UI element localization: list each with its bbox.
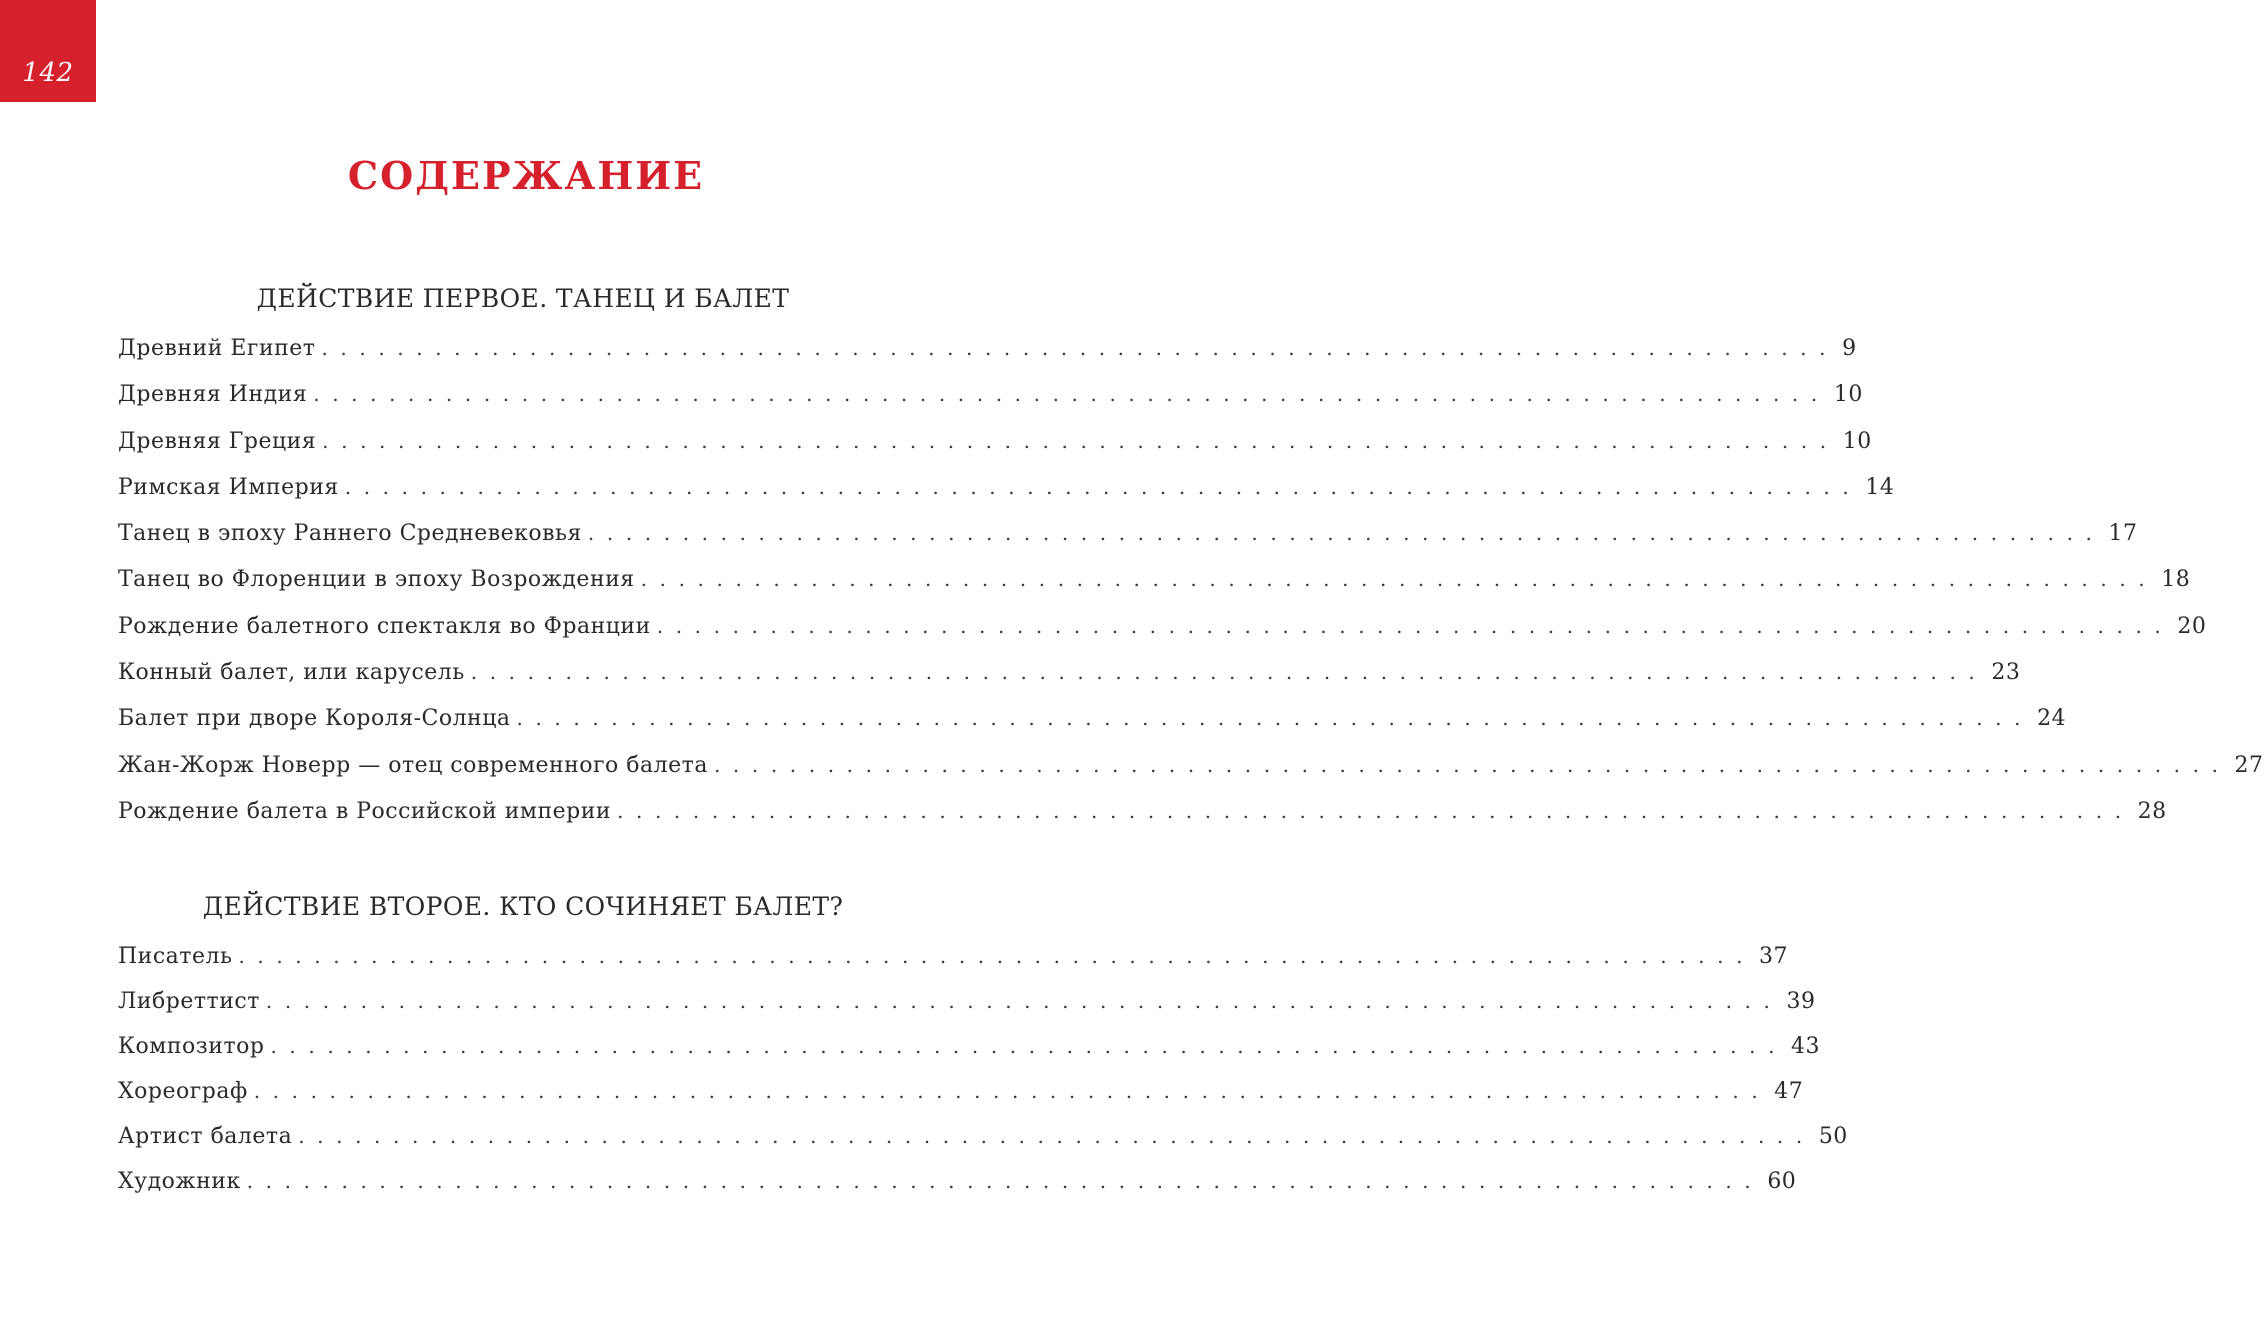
toc-entry[interactable] xyxy=(118,706,2067,752)
toc-entry-label: Художник xyxy=(118,1169,241,1194)
toc-entry-page: 10 xyxy=(1842,428,1872,454)
toc-entry-page: 28 xyxy=(2137,798,2167,824)
toc-entry-page: 60 xyxy=(1767,1169,1797,1194)
toc-entry[interactable] xyxy=(118,336,1857,382)
toc-entry[interactable] xyxy=(118,428,1872,475)
toc-entry-label: Писатель xyxy=(118,944,233,969)
toc-entry[interactable] xyxy=(118,1169,1797,1214)
page-number-badge xyxy=(0,0,96,102)
toc-entry[interactable] xyxy=(118,1034,1821,1079)
section-heading-1: ДЕЙСТВИЕ ПЕРВОЕ. ТАНЕЦ И БАЛЕТ xyxy=(256,284,790,313)
toc-leader-dots: ................................................................................ xyxy=(270,1034,1788,1058)
toc-entry-page: 27 xyxy=(2234,752,2264,778)
toc-entry[interactable] xyxy=(118,382,1863,428)
toc-leader-dots: ................................................................................ xyxy=(238,944,1756,968)
toc-entry[interactable] xyxy=(118,567,2191,613)
toc-leader-dots: ................................................................................ xyxy=(265,989,1783,1013)
toc-leader-dots: ................................................................................ xyxy=(656,613,2174,638)
toc-list-1 xyxy=(118,336,2264,845)
toc-entry-label: Либреттист xyxy=(118,989,260,1014)
toc-entry-label: Древний Египет xyxy=(118,336,316,361)
toc-entry-label: Древняя Индия xyxy=(118,382,308,408)
toc-list-2 xyxy=(118,944,1848,1214)
toc-entry-label: Композитор xyxy=(118,1034,265,1059)
toc-leader-dots: ................................................................................ xyxy=(321,336,1839,360)
toc-leader-dots: ................................................................................ xyxy=(344,474,1862,499)
toc-entry-label: Хореограф xyxy=(118,1079,248,1104)
toc-leader-dots: ................................................................................ xyxy=(253,1079,1771,1103)
toc-entry[interactable] xyxy=(118,989,1816,1034)
toc-leader-dots: ................................................................................ xyxy=(470,660,1988,685)
toc-entry-label: Балет при дворе Короля-Солнца xyxy=(118,706,511,732)
toc-leader-dots: ................................................................................ xyxy=(713,752,2231,777)
toc-entry-page: 50 xyxy=(1818,1124,1848,1149)
toc-leader-dots: ................................................................................ xyxy=(640,567,2158,592)
toc-entry-page: 37 xyxy=(1759,944,1789,969)
toc-entry[interactable] xyxy=(118,944,1789,989)
toc-entry[interactable] xyxy=(118,521,2138,567)
toc-entry-page: 17 xyxy=(2108,521,2138,547)
toc-entry-page: 43 xyxy=(1791,1034,1821,1059)
toc-entry-label: Рождение балетного спектакля во Франции xyxy=(118,613,651,639)
toc-entry-page: 10 xyxy=(1833,382,1863,408)
toc-leader-dots: ................................................................................ xyxy=(322,428,1839,453)
toc-entry-label: Артист балета xyxy=(118,1124,293,1149)
toc-entry-label: Конный балет, или карусель xyxy=(118,660,465,686)
toc-leader-dots: ................................................................................ xyxy=(587,521,2105,546)
toc-entry[interactable] xyxy=(118,613,2207,660)
toc-leader-dots: ................................................................................ xyxy=(617,798,2134,823)
toc-entry-label: Танец в эпоху Раннего Средневековья xyxy=(118,521,582,547)
toc-entry-page: 39 xyxy=(1786,989,1816,1014)
toc-entry-page: 14 xyxy=(1865,474,1895,500)
toc-entry[interactable] xyxy=(118,474,1895,521)
toc-entry-page: 18 xyxy=(2161,567,2191,593)
toc-entry[interactable] xyxy=(118,660,2021,706)
toc-leader-dots: ................................................................................ xyxy=(246,1169,1764,1193)
toc-leader-dots: ................................................................................ xyxy=(298,1124,1815,1148)
toc-leader-dots: ................................................................................ xyxy=(516,706,2034,731)
toc-entry-page: 20 xyxy=(2177,613,2207,639)
toc-entry[interactable] xyxy=(118,1124,1848,1169)
toc-entry-page: 9 xyxy=(1842,336,1857,361)
toc-entry[interactable] xyxy=(118,1079,1804,1124)
toc-entry-label: Жан-Жорж Новерр — отец современного балета xyxy=(118,752,708,778)
toc-entry[interactable] xyxy=(118,798,2167,845)
toc-leader-dots: ................................................................................ xyxy=(313,382,1830,407)
toc-entry-label: Рождение балета в Российской империи xyxy=(118,798,612,824)
toc-entry-label: Римская Империя xyxy=(118,474,339,500)
toc-entry-page: 24 xyxy=(2037,706,2067,732)
toc-entry-label: Древняя Греция xyxy=(118,428,317,454)
toc-entry[interactable] xyxy=(118,752,2264,799)
page-title: СОДЕРЖАНИЕ xyxy=(347,153,705,199)
page-number: 142 xyxy=(22,58,74,88)
toc-entry-page: 23 xyxy=(1991,660,2021,686)
toc-entry-page: 47 xyxy=(1774,1079,1804,1104)
section-heading-2: ДЕЙСТВИЕ ВТОРОЕ. КТО СОЧИНЯЕТ БАЛЕТ? xyxy=(202,892,844,921)
toc-entry-label: Танец во Флоренции в эпоху Возрождения xyxy=(118,567,635,593)
